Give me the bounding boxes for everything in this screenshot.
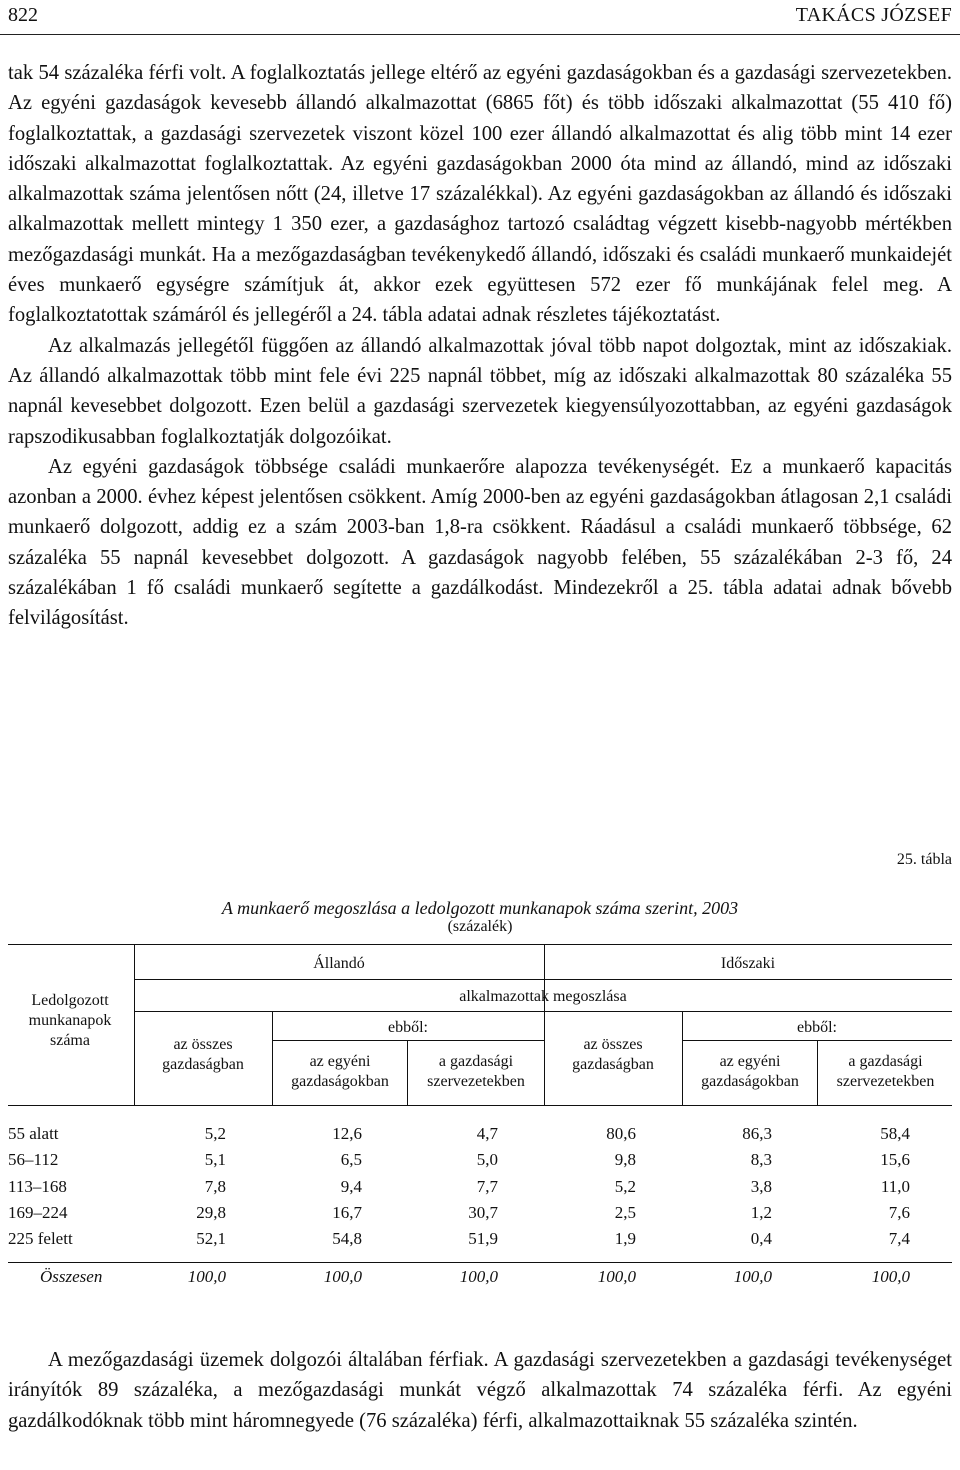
col-header-idoszaki-szerv: a gazdasági szervezetekben	[836, 1053, 935, 1090]
row-label: 169–224	[8, 1203, 68, 1222]
table-cell: 52,1	[196, 1229, 226, 1248]
closing-paragraph: A mezőgazdasági üzemek dolgozói általában férfiak. A gazdasági szervezetekben a gazdasági tevékenységet irányítók 89 százaléka, a mezőgazdasági munkát végző alkalmazottak 74 százaléka férfi. Az egyéni gazdálkodóknak több mint háromnegyede (76 százaléka) férfi, alkalmazottaiknak 55 százaléka szintén.	[8, 1349, 952, 1432]
total-cell: 100,0	[733, 1267, 772, 1286]
table-cell: 51,9	[468, 1229, 498, 1248]
table-cell: 12,6	[332, 1124, 362, 1143]
table-cell: 80,6	[606, 1124, 636, 1143]
closing-text	[8, 1345, 952, 1436]
col-header-idoszaki-total: az összes gazdaságban	[572, 1036, 654, 1073]
spanner-header: alkalmazottak megoszlása	[459, 988, 627, 1005]
table-cell: 7,6	[888, 1203, 910, 1222]
table-cell: 8,3	[750, 1150, 772, 1169]
table-cell: 9,8	[614, 1150, 636, 1169]
table-cell: 5,1	[204, 1150, 226, 1169]
body-text	[8, 58, 952, 634]
ebbol-label-left: ebből:	[388, 1019, 428, 1036]
total-rule	[8, 1262, 952, 1263]
stub-header: Ledolgozott munkanapok száma	[28, 992, 112, 1049]
table-cell: 54,8	[332, 1229, 362, 1248]
spanner-rule	[134, 1011, 952, 1012]
total-cell: 100,0	[323, 1267, 362, 1286]
table-cell: 29,8	[196, 1203, 226, 1222]
page-number: 822	[8, 4, 38, 26]
total-cell: 100,0	[187, 1267, 226, 1286]
group-header-allando: Állandó	[313, 955, 365, 972]
table-cell: 86,3	[742, 1124, 772, 1143]
col-header-allando-szerv: a gazdasági szervezetekben	[427, 1053, 525, 1090]
row-label: 55 alatt	[8, 1124, 59, 1143]
table-cell: 2,5	[614, 1203, 636, 1222]
group-header-rule	[134, 979, 952, 980]
table-cell: 0,4	[750, 1229, 772, 1248]
table-cell: 3,8	[750, 1177, 772, 1196]
col-header-idoszaki-egyeni: az egyéni gazdaságokban	[701, 1053, 799, 1090]
ebbol-rule-left	[272, 1040, 544, 1041]
table-cell: 5,2	[614, 1177, 636, 1196]
table-cell: 7,7	[476, 1177, 498, 1196]
table-cell: 11,0	[880, 1177, 910, 1196]
table-cell: 9,4	[340, 1177, 362, 1196]
table-cell: 5,0	[476, 1150, 498, 1169]
paragraph-3: Az egyéni gazdaságok többsége családi munkaerőre alapozza tevékenységét. Ez a munkaerő kapacitás azonban a 2000. évhez képest jelentősen csökkent. Amíg 2000-ben az egyéni gazdaságokban átlagosan 2,1 családi munkaerő dolgozott, addig ez a szám 2003-ban 1,8-ra csökkent. Ráadásul a családi munkaerő többsége, 62 százaléka 55 napnál kevesebbet dolgozott. A gazdaságok nagyobb felében, 55 százalékában 2-3 fő, 24 százalékában 1 fő családi munkaerő segítette a gazdálkodást. Mindezekről a 25. tábla adatai adnak bővebb felvilágosítást.	[8, 455, 952, 630]
total-cell: 100,0	[871, 1267, 910, 1286]
table-cell: 1,2	[750, 1203, 772, 1222]
col-header-allando-egyeni: az egyéni gazdaságokban	[291, 1053, 389, 1090]
group-header-idoszaki: Időszaki	[720, 955, 776, 972]
row-label: 56–112	[8, 1150, 59, 1169]
paragraph-1: tak 54 százaléka férfi volt. A foglalkoztatás jellege eltérő az egyéni gazdaságokban és a gazdasági szervezetekben. Az egyéni gazdaságok kevesebb állandó alkalmazottat (6865 főt) és több időszaki alkalmazottat (55 410 fő) foglalkoztattak, a gazdasági szervezetek viszont közel 100 ezer állandó alkalmazottat és alig több mint 14 ezer időszaki alkalmazottat foglalkoztattak. Az egyéni gazdaságokban 2000 óta mind az állandó, mind az időszaki alkalmazottak száma jelentősen nőtt (24, illetve 17 százalékkal). Az egyéni gazdaságokban az állandó és időszaki alkalmazottak mellett mintegy 1 350 ezer, a gazdasághoz tartozó családtag végzett kisebb-nagyobb mértékben mezőgazdasági munkát. Ha a mezőgazdaságban tevékenykedő állandó, időszaki és családi munkaerő munkaidejét éves munkaerő egységre számítjuk át, akkor ezek együttesen 572 ezer fő munkájának felel meg. A foglalkoztatottak számáról és jellegéről a 24. tábla adatai adnak részletes tájékoztatást.	[8, 62, 952, 327]
table-title: A munkaerő megoszlása a ledolgozott munkanapok száma szerint, 2003	[221, 898, 739, 918]
table-top-rule	[8, 944, 952, 945]
table-cell: 30,7	[468, 1203, 498, 1222]
col-header-allando-total: az összes gazdaságban	[162, 1036, 244, 1073]
paragraph-2: Az alkalmazás jellegétől függően az állandó alkalmazottak jóval több napot dolgoztak, mint az időszakiak. Az állandó alkalmazottak több mint fele évi 225 napnál többet, míg az időszaki alkalmazottak 80 százaléka 55 napnál kevesebbet dolgozott. Ezen belül a gazdasági szervezetek kiegyensúlyozottabban, az egyéni gazdaságok rapszodikusabban foglalkoztatják dolgozóikat.	[8, 334, 952, 448]
table-cell: 7,8	[204, 1177, 226, 1196]
table-cell: 7,4	[888, 1229, 910, 1248]
col-divider-2	[407, 1040, 408, 1105]
table-number: 25. tábla	[896, 851, 952, 868]
table-cell: 15,6	[880, 1150, 910, 1169]
table-cell: 16,7	[332, 1203, 362, 1222]
total-label: Összesen	[40, 1267, 103, 1286]
total-cell: 100,0	[597, 1267, 636, 1286]
total-cell: 100,0	[459, 1267, 498, 1286]
table-cell: 6,5	[340, 1150, 362, 1169]
table-cell: 1,9	[614, 1229, 636, 1248]
ebbol-label-right: ebből:	[797, 1019, 837, 1036]
table-cell: 5,2	[204, 1124, 226, 1143]
table-unit: (százalék)	[447, 918, 513, 935]
running-author: TAKÁCS JÓZSEF	[795, 4, 952, 26]
running-header	[0, 0, 960, 35]
table-cell: 58,4	[880, 1124, 910, 1143]
row-label: 225 felett	[8, 1229, 73, 1248]
col-divider-5	[817, 1040, 818, 1105]
table-cell: 4,7	[476, 1124, 498, 1143]
row-label: 113–168	[8, 1177, 67, 1196]
header-bottom-rule	[8, 1105, 952, 1106]
